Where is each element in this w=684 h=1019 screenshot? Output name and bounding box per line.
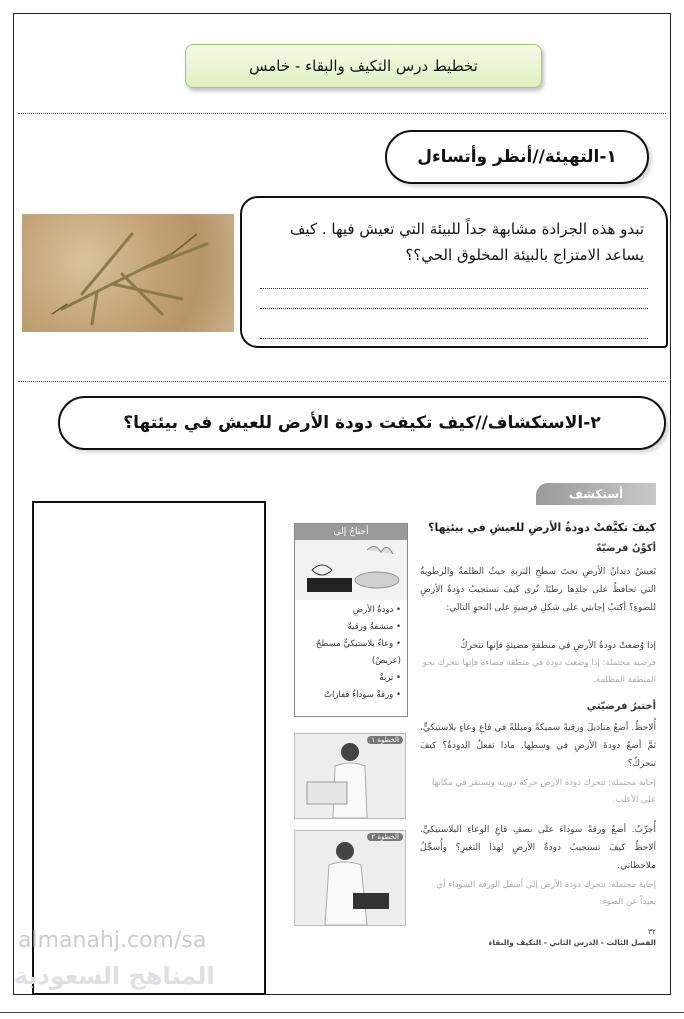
locust-icon (22, 214, 234, 332)
page-number: ٣٢ (647, 927, 656, 936)
watermark-arabic: المناهج السعودية (14, 962, 215, 990)
materials-image (295, 540, 407, 600)
step1-photo (294, 733, 406, 819)
bottom-border (0, 1012, 684, 1013)
textbook-excerpt (294, 483, 656, 953)
answer-line[interactable] (260, 288, 648, 289)
materials-icon (297, 540, 407, 600)
page-title: تخطيط درس التكيف والبقاء - خامس (185, 44, 542, 88)
step1-answer: إجابة محتملة: تتحرك دودة الأرض حركة دورية وتستقر في مكانها على الأغلب. (432, 778, 656, 805)
materials-heading: أحتاجُ إلى (295, 524, 407, 540)
hypothesis-heading: أكوِّنُ فرضيّةً (595, 543, 656, 554)
step2-tag: الخطوة ٢ (367, 833, 403, 841)
section2-heading: ٢-الاستكشاف//كيف تكيفت دودة الأرض للعيش في بيئتها؟ (58, 396, 666, 450)
test-heading: أختبرُ فرضيّتي (586, 701, 656, 712)
section1-heading: ١-التهيئة//أنظر وأتساءل (385, 130, 649, 184)
materials-box (294, 523, 408, 717)
step1-text: أُلاحظُ. أضعُ مناديلَ ورقيةً سميكةً ومبللةً في قاعِ وعاءٍ بلاستيكيٍّ، ثمَّ أضعُ دودةَ الأرضِ في وسطِها. ماذا تفعلُ الدودةُ؟ كيفَ تتحركُ؟ (420, 723, 656, 769)
hypothesis-form: إذا وُضعتْ دودةُ الأرضِ في منطقةٍ مضيئةٍ فإنها تتحركُ (460, 641, 656, 651)
watermark-latin: almanahj.com/sa (18, 928, 207, 953)
answer-line[interactable] (260, 308, 648, 309)
answer-line[interactable] (260, 338, 648, 339)
step1-tag: الخطوة ١ (367, 736, 403, 744)
student-icon (295, 831, 405, 925)
step2-photo (294, 830, 406, 926)
divider (18, 381, 666, 382)
question-text: تبدو هذه الجرادة مشابهة جداً للبيئة التي تعيش فيها . كيف يساعد الامتزاج بالبيئة المخلوق الحي؟؟ (289, 220, 644, 264)
student-answer-box[interactable] (32, 501, 266, 995)
step2-answer: إجابة محتملة: تتحرك دودة الأرض إلى أسفل الورقة السوداء أي بعيداً عن الضوء. (436, 880, 656, 907)
list-item: • دودةُ الأرضِ (352, 605, 401, 615)
book-footer: الفصل الثالث - الدرس الثاني - التكيف والبقاء (488, 938, 656, 947)
step2-text: أُجرِّبُ. أضعُ ورقةً سوداءَ على نصفِ قاعِ الوعاءِ البلاستيكيِّ. ألاحظُ كيفَ تستجيبُ دودةُ الأرضِ لهذا التغيرِ؟ وأُسجِّلُ ملاحظاتي. (420, 825, 656, 871)
hypothesis-answer: فرضية محتملة: إذا وضعت دودة في منطقة مضاءة فإنها تتحرك نحو المنطقة المظلمة. (422, 658, 656, 685)
hypothesis-text: تَعيشُ ديدانُ الأرضِ تحتَ سطحِ التربةِ حيثُ الظلمةُ والرطوبةُ التي تحافظُ على جلدِها رطبًا. تُرى كيفَ تستجيبُ دودةُ الأرضِ للضوءِ؟ أكتبُ إجابتي على شكلِ فرضيةٍ على النحوِ التالي: (420, 567, 656, 613)
explore-tab: أستكشف (536, 483, 656, 505)
book-question: كيفَ تكيَّفتْ دودةُ الأرضِ للعيشِ في بيئتِها؟ (428, 521, 656, 534)
student-icon (295, 734, 405, 818)
list-item: • تربةٌ (379, 673, 401, 683)
question-box (240, 196, 668, 348)
list-item: • وعاءٌ بلاستيكيٌّ مسطحٌ (عريضٌ) (316, 639, 401, 666)
list-item: • ورقةٌ سوداءُ قفازاتٌ (323, 690, 401, 700)
materials-list (295, 600, 407, 706)
list-item: • منشفةٌ ورقيةٌ (347, 622, 401, 632)
divider (18, 113, 666, 114)
locust-photo (22, 214, 234, 332)
